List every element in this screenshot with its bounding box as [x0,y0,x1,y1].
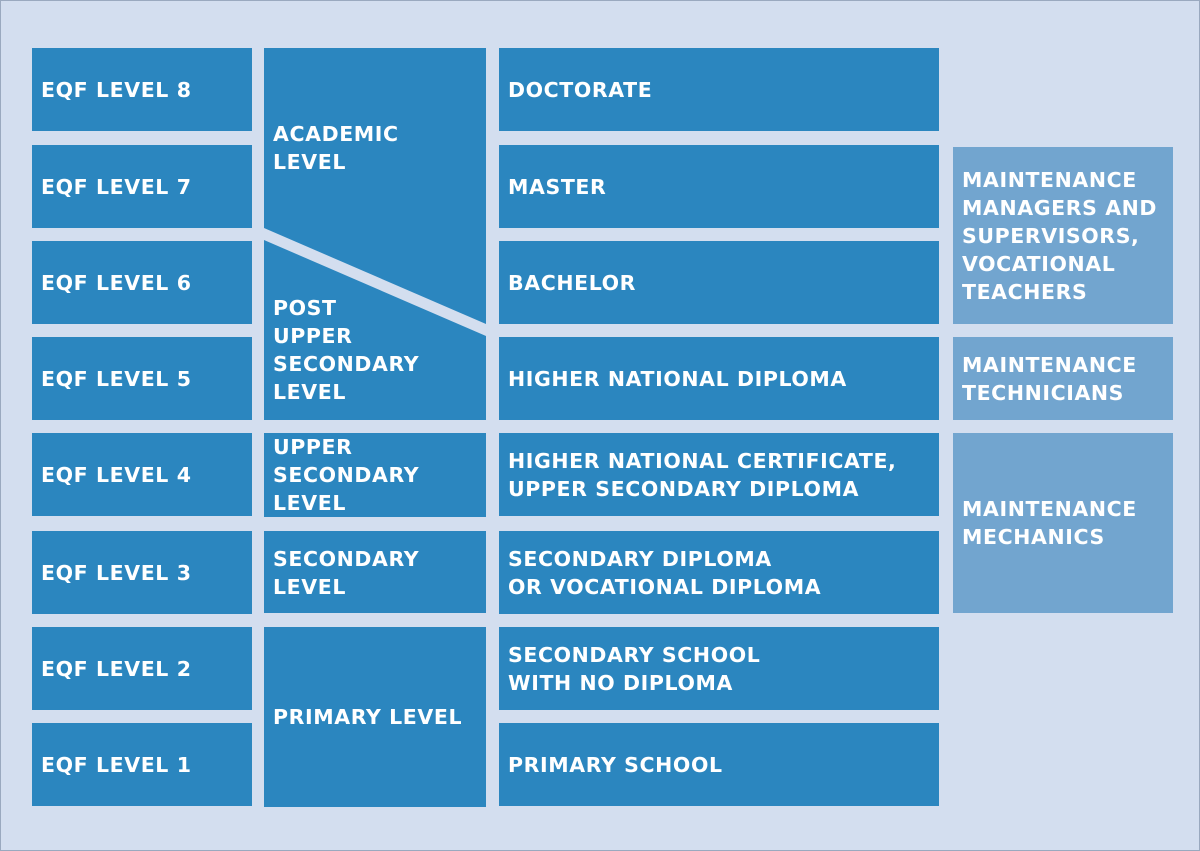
role-maintenance-managers: MAINTENANCE MANAGERS AND SUPERVISORS, VOCATIONAL TEACHERS [953,147,1173,324]
academic-level-label: ACADEMIC LEVEL [273,122,399,174]
qualification-higher-national-diploma: HIGHER NATIONAL DIPLOMA [499,337,939,420]
eqf-level-3: EQF LEVEL 3 [32,531,252,614]
eqf-level-5: EQF LEVEL 5 [32,337,252,420]
qualification-secondary-school-no-diploma: SECONDARY SCHOOL WITH NO DIPLOMA [499,627,939,710]
post-upper-secondary-level-label: POST UPPER SECONDARY LEVEL [273,296,420,404]
role-maintenance-technicians: MAINTENANCE TECHNICIANS [953,337,1173,420]
upper-secondary-level: UPPER SECONDARY LEVEL [264,433,486,517]
qualification-master: MASTER [499,145,939,228]
secondary-level: SECONDARY LEVEL [264,531,486,613]
academic-post-upper-secondary-block [264,48,486,420]
eqf-level-2: EQF LEVEL 2 [32,627,252,710]
eqf-level-8: EQF LEVEL 8 [32,48,252,131]
qualification-higher-national-certificate: HIGHER NATIONAL CERTIFICATE, UPPER SECONDARY DIPLOMA [499,433,939,516]
qualification-secondary-diploma: SECONDARY DIPLOMA OR VOCATIONAL DIPLOMA [499,531,939,614]
eqf-level-6: EQF LEVEL 6 [32,241,252,324]
primary-level: PRIMARY LEVEL [264,627,486,807]
eqf-level-4: EQF LEVEL 4 [32,433,252,516]
qualification-primary-school: PRIMARY SCHOOL [499,723,939,806]
eqf-level-1: EQF LEVEL 1 [32,723,252,806]
role-maintenance-mechanics: MAINTENANCE MECHANICS [953,433,1173,613]
qualification-doctorate: DOCTORATE [499,48,939,131]
eqf-level-7: EQF LEVEL 7 [32,145,252,228]
qualification-bachelor: BACHELOR [499,241,939,324]
